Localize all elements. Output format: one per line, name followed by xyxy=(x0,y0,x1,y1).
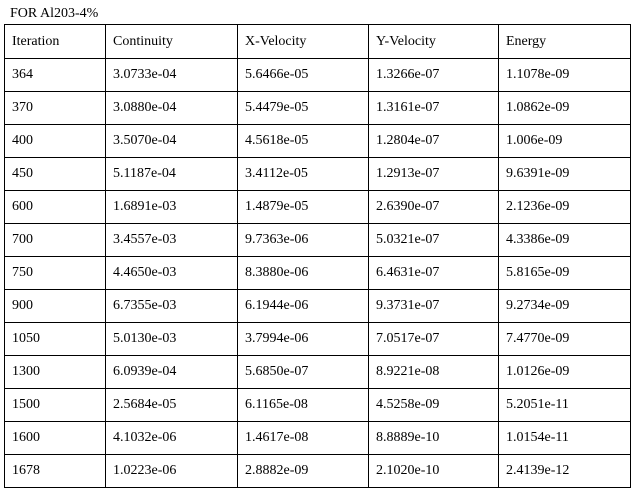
cell-continuity: 6.7355e-03 xyxy=(106,290,238,323)
cell-iteration: 1500 xyxy=(5,389,106,422)
header-x-velocity: X-Velocity xyxy=(238,25,369,59)
table-row xyxy=(5,455,631,488)
cell-x-velocity: 4.5618e-05 xyxy=(238,125,369,158)
cell-continuity: 3.0733e-04 xyxy=(106,59,238,92)
cell-y-velocity: 5.0321e-07 xyxy=(369,224,499,257)
cell-energy: 9.6391e-09 xyxy=(499,158,631,191)
cell-y-velocity: 6.4631e-07 xyxy=(369,257,499,290)
header-y-velocity: Y-Velocity xyxy=(369,25,499,59)
cell-continuity: 4.1032e-06 xyxy=(106,422,238,455)
cell-x-velocity: 1.4879e-05 xyxy=(238,191,369,224)
cell-energy: 5.8165e-09 xyxy=(499,257,631,290)
header-iteration: Iteration xyxy=(5,25,106,59)
cell-y-velocity: 9.3731e-07 xyxy=(369,290,499,323)
cell-energy: 9.2734e-09 xyxy=(499,290,631,323)
cell-x-velocity: 8.3880e-06 xyxy=(238,257,369,290)
cell-x-velocity: 6.1944e-06 xyxy=(238,290,369,323)
table-row xyxy=(5,422,631,455)
cell-iteration: 1678 xyxy=(5,455,106,488)
cell-continuity: 5.1187e-04 xyxy=(106,158,238,191)
cell-continuity: 1.6891e-03 xyxy=(106,191,238,224)
cell-y-velocity: 1.2913e-07 xyxy=(369,158,499,191)
cell-x-velocity: 3.4112e-05 xyxy=(238,158,369,191)
cell-continuity: 5.0130e-03 xyxy=(106,323,238,356)
table-caption: FOR Al203-4% xyxy=(10,6,99,21)
cell-y-velocity: 1.3266e-07 xyxy=(369,59,499,92)
cell-energy: 2.4139e-12 xyxy=(499,455,631,488)
cell-x-velocity: 5.4479e-05 xyxy=(238,92,369,125)
table-row xyxy=(5,389,631,422)
cell-continuity: 6.0939e-04 xyxy=(106,356,238,389)
cell-iteration: 900 xyxy=(5,290,106,323)
cell-energy: 7.4770e-09 xyxy=(499,323,631,356)
cell-energy: 2.1236e-09 xyxy=(499,191,631,224)
cell-y-velocity: 4.5258e-09 xyxy=(369,389,499,422)
cell-iteration: 700 xyxy=(5,224,106,257)
cell-x-velocity: 1.4617e-08 xyxy=(238,422,369,455)
cell-iteration: 370 xyxy=(5,92,106,125)
cell-x-velocity: 5.6850e-07 xyxy=(238,356,369,389)
cell-energy: 1.0126e-09 xyxy=(499,356,631,389)
cell-y-velocity: 8.8889e-10 xyxy=(369,422,499,455)
cell-y-velocity: 1.2804e-07 xyxy=(369,125,499,158)
table-row xyxy=(5,92,631,125)
table-row xyxy=(5,125,631,158)
cell-y-velocity: 7.0517e-07 xyxy=(369,323,499,356)
cell-y-velocity: 1.3161e-07 xyxy=(369,92,499,125)
header-continuity: Continuity xyxy=(106,25,238,59)
header-energy: Energy xyxy=(499,25,631,59)
table-body xyxy=(5,59,631,488)
cell-iteration: 1600 xyxy=(5,422,106,455)
cell-energy: 1.1078e-09 xyxy=(499,59,631,92)
cell-iteration: 750 xyxy=(5,257,106,290)
table-row xyxy=(5,59,631,92)
cell-y-velocity: 2.1020e-10 xyxy=(369,455,499,488)
cell-iteration: 400 xyxy=(5,125,106,158)
cell-x-velocity: 2.8882e-09 xyxy=(238,455,369,488)
residuals-table xyxy=(4,24,631,488)
cell-x-velocity: 9.7363e-06 xyxy=(238,224,369,257)
table-row xyxy=(5,356,631,389)
table-row xyxy=(5,158,631,191)
cell-continuity: 3.5070e-04 xyxy=(106,125,238,158)
cell-iteration: 1300 xyxy=(5,356,106,389)
table-row xyxy=(5,323,631,356)
cell-continuity: 1.0223e-06 xyxy=(106,455,238,488)
cell-energy: 4.3386e-09 xyxy=(499,224,631,257)
cell-iteration: 364 xyxy=(5,59,106,92)
cell-iteration: 450 xyxy=(5,158,106,191)
cell-x-velocity: 5.6466e-05 xyxy=(238,59,369,92)
cell-continuity: 3.4557e-03 xyxy=(106,224,238,257)
cell-x-velocity: 6.1165e-08 xyxy=(238,389,369,422)
table-row xyxy=(5,257,631,290)
cell-iteration: 1050 xyxy=(5,323,106,356)
cell-y-velocity: 2.6390e-07 xyxy=(369,191,499,224)
header-row xyxy=(5,25,631,59)
cell-x-velocity: 3.7994e-06 xyxy=(238,323,369,356)
table-row xyxy=(5,290,631,323)
cell-continuity: 2.5684e-05 xyxy=(106,389,238,422)
cell-y-velocity: 8.9221e-08 xyxy=(369,356,499,389)
table-row xyxy=(5,224,631,257)
cell-iteration: 600 xyxy=(5,191,106,224)
cell-energy: 5.2051e-11 xyxy=(499,389,631,422)
table-row xyxy=(5,191,631,224)
cell-energy: 1.006e-09 xyxy=(499,125,631,158)
cell-energy: 1.0862e-09 xyxy=(499,92,631,125)
cell-energy: 1.0154e-11 xyxy=(499,422,631,455)
cell-continuity: 3.0880e-04 xyxy=(106,92,238,125)
cell-continuity: 4.4650e-03 xyxy=(106,257,238,290)
